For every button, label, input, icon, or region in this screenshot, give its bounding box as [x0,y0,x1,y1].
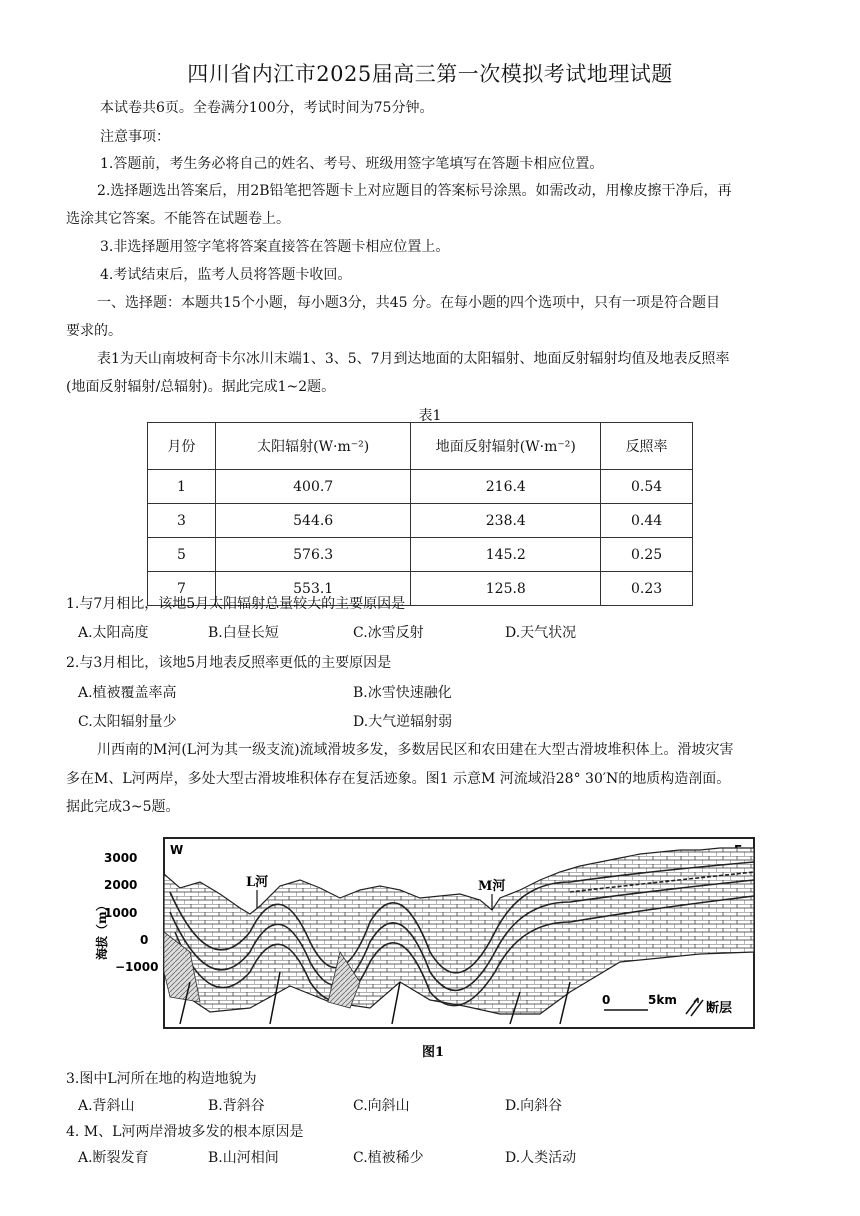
scale-km: 5km [648,993,677,1007]
passage1-line1: 表1为天山南坡柯奇卡尔冰川末端1、3、5、7月到达地面的太阳辐射、地面反射辐射均值及地表反照率 [97,351,730,367]
q2-option-c[interactable]: C.太阳辐射量少 [78,714,177,730]
note-4: 4.考试结束后，监考人员将答题卡收回。 [100,267,352,283]
table-header-row [148,423,693,470]
cell: 0.23 [601,572,693,606]
passage1-line2: (地面反射辐射/总辐射)。据此完成1~2题。 [66,379,336,395]
q1-option-c[interactable]: C.冰雪反射 [353,625,424,641]
passage2-line1: 川西南的M河(L河为其一级支流)流域滑坡多发，多数居民区和农田建在大型古滑坡堆积体上。滑坡灾害 [97,742,734,758]
ytick: 1000 [104,906,138,920]
passage2-line2: 多在M、L河两岸，多处大型古滑坡堆积体存在复活迹象。图1 示意M 河流域沿28° 30′N的地质构造剖面。 [66,771,731,787]
section-heading: 一、选择题：本题共15个小题，每小题3分，共45 分。在每小题的四个选项中，只有一项是符合题目 [97,295,720,311]
notes-heading: 注意事项： [100,129,170,145]
q4-option-c[interactable]: C.植被稀少 [353,1150,424,1166]
cell: 1 [148,470,216,504]
table-caption: 表1 [418,408,442,424]
cell: 3 [148,504,216,538]
table-row [148,538,693,572]
q1-option-d[interactable]: D.天气状况 [505,625,577,641]
q3-option-d[interactable]: D.向斜谷 [505,1098,563,1114]
header-albedo: 反照率 [601,423,693,470]
q1-stem: 1.与7月相比，该地5月太阳辐射总量较大的主要原因是 [66,596,406,612]
cell: 125.8 [411,572,601,606]
west-label: W [170,843,184,857]
fault-legend-label: 断层 [706,1001,733,1016]
cell: 553.1 [215,572,411,606]
cell: 7 [148,572,216,606]
intro-line: 本试卷共6页。全卷满分100分，考试时间为75分钟。 [100,100,434,116]
q4-option-d[interactable]: D.人类活动 [505,1150,577,1166]
cell: 400.7 [215,470,411,504]
scale-zero: 0 [602,993,611,1007]
q1-option-b[interactable]: B.白昼长短 [208,625,279,641]
passage2-line3: 据此完成3~5题。 [66,799,180,815]
note-1: 1.答题前，考生务必将自己的姓名、考号、班级用签字笔填写在答题卡相应位置。 [100,156,604,172]
cell: 216.4 [411,470,601,504]
cell: 238.4 [411,504,601,538]
q2-option-d[interactable]: D.大气逆辐射弱 [353,714,453,730]
q1-option-a[interactable]: A.太阳高度 [78,625,149,641]
header-reflected: 地面反射辐射(W·m⁻²) [411,423,601,470]
figure-caption: 图1 [422,1045,445,1060]
data-table [147,422,693,606]
cell: 5 [148,538,216,572]
cell: 576.3 [215,538,411,572]
page-title: 四川省内江市2025届高三第一次模拟考试地理试题 [187,62,673,86]
cell: 0.25 [601,538,693,572]
q2-option-b[interactable]: B.冰雪快速融化 [353,685,452,701]
note-2a: 2.选择题选出答案后，用2B铅笔把答题卡上对应题目的答案标号涂黑。如需改动，用橡皮擦干净后，再 [97,183,732,199]
note-3: 3.非选择题用签字笔将答案直接答在答题卡相应位置上。 [100,239,450,255]
cell: 0.44 [601,504,693,538]
river-m-label: M河 [478,879,506,894]
q3-option-c[interactable]: C.向斜山 [353,1098,410,1114]
q3-option-a[interactable]: A.背斜山 [78,1098,135,1114]
ytick: 0 [140,933,149,947]
q4-option-a[interactable]: A.断裂发育 [78,1150,149,1166]
header-solar: 太阳辐射(W·m⁻²) [215,423,411,470]
cell: 0.54 [601,470,693,504]
ytick: 3000 [104,851,138,865]
table-row [148,504,693,538]
river-l-label: L河 [246,875,269,890]
table-row [148,470,693,504]
ytick: 2000 [104,878,138,892]
ytick: −1000 [115,960,159,974]
section-heading-cont: 要求的。 [66,323,122,339]
q4-option-b[interactable]: B.山河相间 [208,1150,279,1166]
q2-stem: 2.与3月相比，该地5月地表反照率更低的主要原因是 [66,655,392,671]
header-month: 月份 [148,423,216,470]
q2-option-a[interactable]: A.植被覆盖率高 [78,685,177,701]
q4-stem: 4. M、L河两岸滑坡多发的根本原因是 [66,1124,304,1140]
q3-stem: 3.图中L河所在地的构造地貌为 [66,1071,257,1087]
q3-option-b[interactable]: B.背斜谷 [208,1098,265,1114]
cell: 544.6 [215,504,411,538]
geologic-cross-section-figure [95,832,760,1064]
cell: 145.2 [411,538,601,572]
y-axis-label: 海拔（m） [95,899,109,960]
note-2b: 选涂其它答案。不能答在试题卷上。 [66,211,290,227]
